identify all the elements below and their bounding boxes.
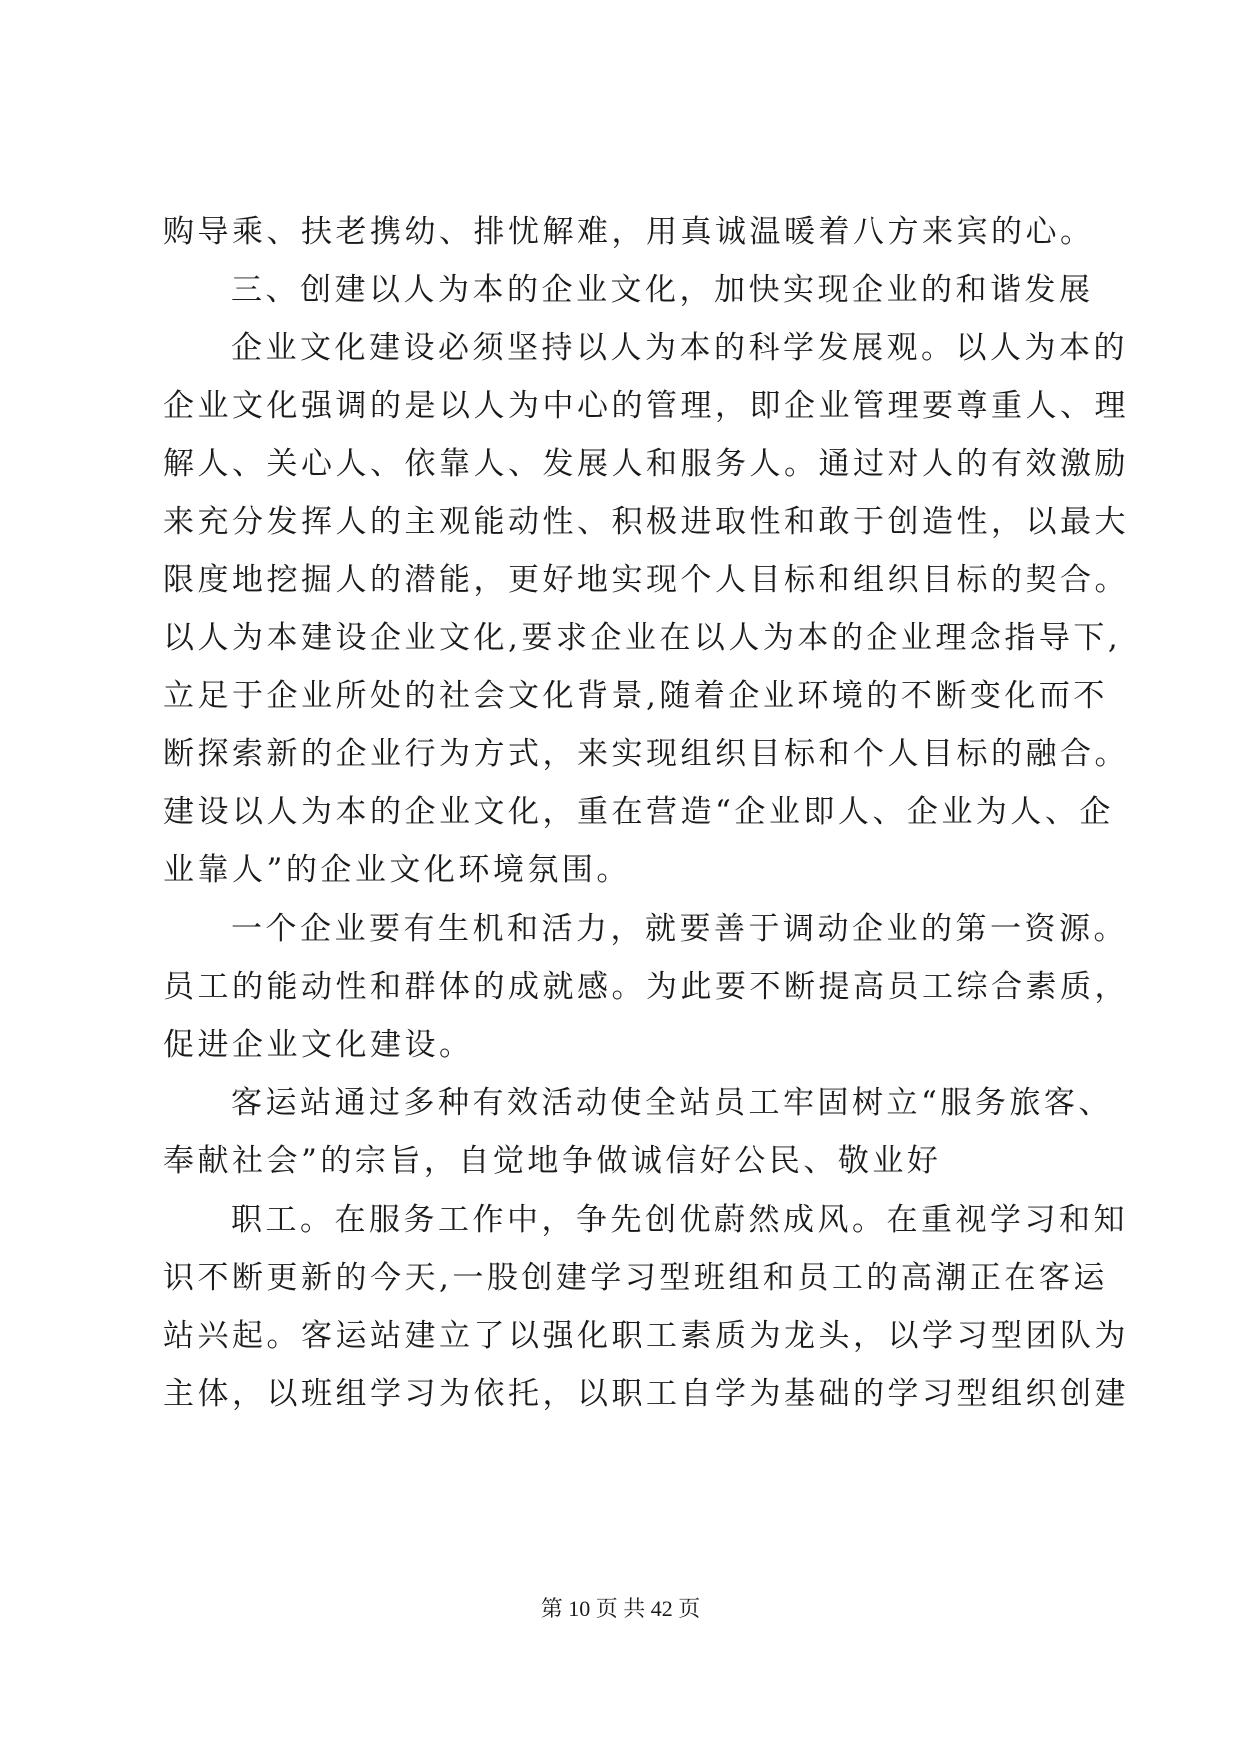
text-line-21: 主体，以班组学习为依托，以职工自学为基础的学习型组织创建 <box>163 1376 1129 1412</box>
text-line-12: 业靠人”的企业文化环境氛围。 <box>163 852 631 888</box>
text-line-16: 客运站通过多种有效活动使全站员工牢固树立“服务旅客、 <box>231 1085 1113 1121</box>
section-heading: 三、创建以人为本的企业文化，加快实现企业的和谐发展 <box>231 272 1094 308</box>
text-line-17: 奉献社会”的宗旨，自觉地争做诚信好公民、敬业好 <box>163 1143 942 1179</box>
text-line-4: 企业文化强调的是以人为中心的管理，即企业管理要尊重人、理 <box>163 388 1129 424</box>
text-line-7: 限度地挖掘人的潜能，更好地实现个人目标和组织目标的契合。 <box>163 562 1129 598</box>
text-line-14: 员工的能动性和群体的成就感。为此要不断提高员工综合素质， <box>163 969 1129 1005</box>
text-line-8: 以人为本建设企业文化,要求企业在以人为本的企业理念指导下, <box>163 620 1122 656</box>
text-line-15: 促进企业文化建设。 <box>163 1027 474 1063</box>
text-line-18: 职工。在服务工作中，争先创优蔚然成风。在重视学习和知 <box>231 1202 1128 1238</box>
text-line-20: 站兴起。客运站建立了以强化职工素质为龙头，以学习型团队为 <box>163 1318 1129 1354</box>
text-line-6: 来充分发挥人的主观能动性、积极进取性和敢于创造性，以最大 <box>163 504 1129 540</box>
text-line-3: 企业文化建设必须坚持以人为本的科学发展观。以人为本的 <box>231 330 1128 366</box>
text-line-9: 立足于企业所处的社会文化背景,随着企业环境的不断变化而不 <box>163 678 1108 714</box>
text-line-11: 建设以人为本的企业文化，重在营造“企业即人、企业为人、企 <box>163 794 1114 830</box>
text-line-1: 购导乘、扶老携幼、排忧解难，用真诚温暖着八方来宾的心。 <box>163 214 1095 250</box>
text-line-19: 识不断更新的今天,一股创建学习型班组和员工的高潮正在客运 <box>163 1260 1108 1296</box>
text-line-5: 解人、关心人、依靠人、发展人和服务人。通过对人的有效激励 <box>163 446 1129 482</box>
page-footer <box>0 1594 1241 1624</box>
text-line-13: 一个企业要有生机和活力，就要善于调动企业的第一资源。 <box>231 911 1128 947</box>
page-number-label: 第 10 页 共 42 页 <box>540 1596 701 1621</box>
text-line-10: 断探索新的企业行为方式，来实现组织目标和个人目标的融合。 <box>163 736 1129 772</box>
